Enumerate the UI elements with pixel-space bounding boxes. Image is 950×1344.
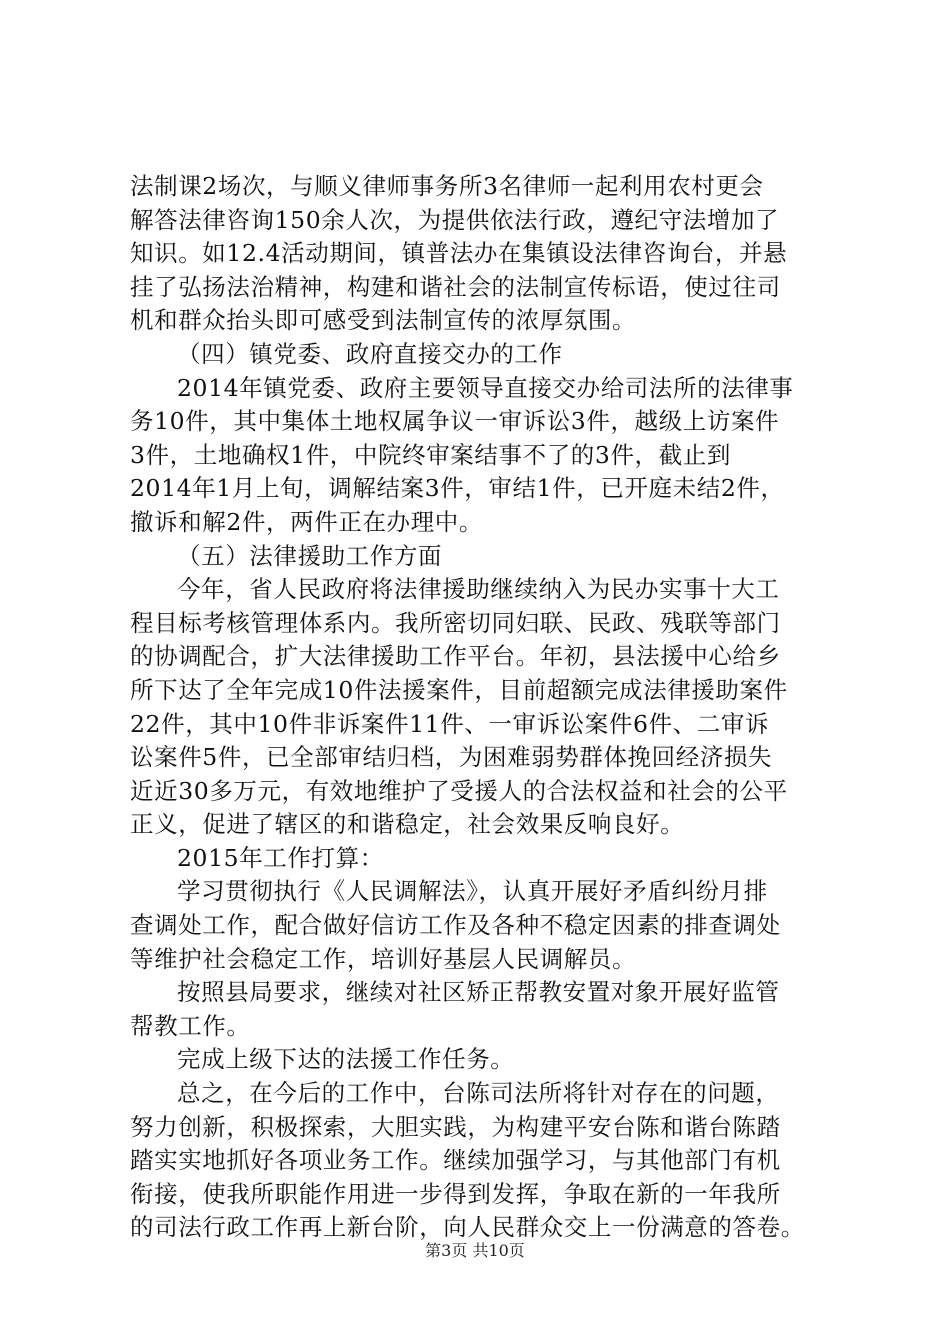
text-line: 查调处工作，配合做好信访工作及各种不稳定因素的排查调处 bbox=[130, 911, 781, 940]
text-line: 撤诉和解2件，两件正在办理中。 bbox=[130, 507, 483, 536]
text-line: 务10件，其中集体土地权属争议一审诉讼3件，越级上访案件 bbox=[130, 407, 780, 436]
paragraph-start-line: 2014年镇党委、政府主要领导直接交办给司法所的法律事 bbox=[177, 373, 794, 402]
text-line: 知识。如12.4活动期间，镇普法办在集镇设法律咨询台，并悬 bbox=[130, 239, 788, 268]
text-line: 踏实实地抓好各项业务工作。继续加强学习，与其他部门有机 bbox=[130, 1146, 781, 1175]
text-line: 解答法律咨询150余人次，为提供依法行政，遵纪守法增加了 bbox=[130, 205, 780, 234]
section-heading: （五）法律援助工作方面 bbox=[177, 541, 443, 570]
paragraph-start-line: 完成上级下达的法援工作任务。 bbox=[177, 1045, 515, 1074]
text-line: 22件，其中10件非诉案件11件、一审诉讼案件6件、二审诉 bbox=[130, 709, 770, 738]
text-line: 挂了弘扬法治精神，构建和谐社会的法制宣传标语，使过往司 bbox=[130, 272, 781, 301]
text-line: 3件，土地确权1件，中院终审案结事不了的3件，截止到 bbox=[130, 440, 731, 469]
paragraph-start-line: 今年，省人民政府将法律援助继续纳入为民办实事十大工 bbox=[177, 575, 780, 604]
text-line: 所下达了全年完成10件法援案件，目前超额完成法律援助案件 bbox=[130, 675, 788, 704]
text-line: 机和群众抬头即可感受到法制宣传的浓厚氛围。 bbox=[130, 306, 637, 335]
paragraph-start-line: 总之，在今后的工作中，台陈司法所将针对存在的问题， bbox=[177, 1079, 780, 1108]
document-body bbox=[130, 170, 830, 1245]
text-line: 正义，促进了辖区的和谐稳定，社会效果反响良好。 bbox=[130, 810, 685, 839]
text-line: 衔接，使我所职能作用进一步得到发挥，争取在新的一年我所 bbox=[130, 1179, 781, 1208]
text-line: 等维护社会稳定工作，培训好基层人民调解员。 bbox=[130, 944, 637, 973]
page-footer bbox=[0, 1240, 950, 1262]
text-line: 讼案件5件，已全部审结归档，为困难弱势群体挽回经济损失 bbox=[130, 743, 773, 772]
paragraph-start-line: 按照县局要求，继续对社区矫正帮教安置对象开展好监管 bbox=[177, 978, 780, 1007]
text-line: 2014年1月上旬，调解结案3件，审结1件，已开庭未结2件， bbox=[130, 474, 785, 503]
section-heading: 2015年工作打算： bbox=[177, 843, 384, 872]
text-line: 帮教工作。 bbox=[130, 1011, 251, 1040]
text-line: 努力创新，积极探索，大胆实践，为构建平安台陈和谐台陈踏 bbox=[130, 1112, 781, 1141]
text-line: 近近30多万元，有效地维护了受援人的合法权益和社会的公平 bbox=[130, 776, 788, 805]
page-number: 第3页 共10页 bbox=[425, 1241, 525, 1260]
text-line: 程目标考核管理体系内。我所密切同妇联、民政、残联等部门 bbox=[130, 608, 781, 637]
text-line: 的司法行政工作再上新台阶，向人民群众交上一份满意的答卷。 bbox=[130, 1213, 805, 1242]
text-line: 法制课2场次，与顺义律师事务所3名律师一起利用农村更会 bbox=[130, 172, 764, 200]
paragraph-start-line: 学习贯彻执行《人民调解法》，认真开展好矛盾纠纷月排 bbox=[177, 877, 768, 906]
section-heading: （四）镇党委、政府直接交办的工作 bbox=[177, 339, 563, 368]
text-line: 的协调配合，扩大法律援助工作平台。年初，县法援中心给乡 bbox=[130, 642, 781, 671]
